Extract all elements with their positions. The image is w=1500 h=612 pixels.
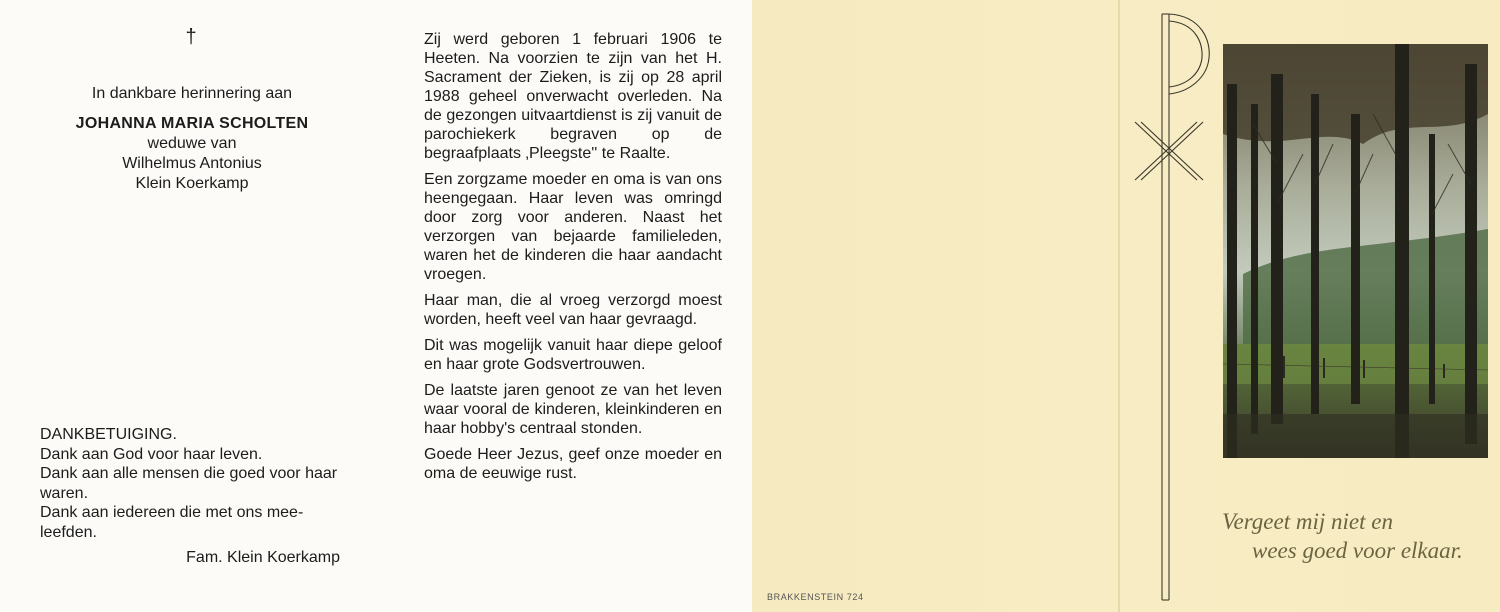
thanks-line: Dank aan iedereen die met ons mee-leefden. (40, 504, 304, 541)
motto-line2: wees goed voor elkaar. (1252, 538, 1463, 563)
thanks-section (40, 425, 340, 568)
thanks-line: Dank aan God voor haar leven. (40, 445, 263, 463)
publisher-code: BRAKKENSTEIN 724 (767, 592, 864, 602)
thanks-title: DANKBETUIGING. (40, 426, 177, 443)
deceased-name: JOHANNA MARIA SCHOLTEN (75, 115, 309, 132)
intro-text: In dankbare herinnering aan (91, 85, 293, 102)
motto-line1: Vergeet mij niet en (1222, 509, 1393, 534)
bio-paragraph: Een zorgzame moeder en oma is van ons heengegaan. Haar leven was omringd door zorg voor anderen. Naast het verzorgen van bejaarde familieleden, waren het de kinderen die haar aandacht vroegen. (424, 171, 722, 283)
bio-paragraph: Goede Heer Jezus, geef onze moeder en oma de eeuwige rust. (424, 446, 722, 482)
motto (1190, 507, 1490, 565)
bio-paragraph: Haar man, die al vroeg verzorgd moest worden, heeft veel van haar gevraagd. (424, 292, 722, 328)
forest-trees-photo (1223, 44, 1488, 458)
forest-photo (1223, 44, 1488, 458)
husband-name-line1: Wilhelmus Antonius (122, 155, 262, 172)
husband-name-line2: Klein Koerkamp (135, 175, 249, 192)
thanks-line: Dank aan alle mensen die goed voor haar waren. (40, 465, 338, 502)
card-fold (1118, 0, 1120, 612)
widow-of-text: weduwe van (147, 135, 237, 152)
bio-paragraph: De laatste jaren genoot ze van het leven waar vooral de kinderen, kleinkinderen en haar hobby's centraal stonden. (424, 382, 722, 437)
biography-text (424, 30, 722, 490)
memorial-heading (40, 84, 344, 194)
bio-paragraph: Dit was mogelijk vanuit haar diepe geloof en haar grote Godsvertrouwen. (424, 337, 722, 373)
family-signature: Fam. Klein Koerkamp (186, 549, 340, 566)
bio-paragraph: Zij werd geboren 1 februari 1906 te Heeten. Na voorzien te zijn van het H. Sacrament der Zieken, is zij op 28 april 1988 geheel onverwacht overleden. Na de gezongen uitvaartdienst is zij vanuit de parochiekerk begraven op de begraafplaats ‚Pleegste'' te Raalte. (424, 31, 722, 162)
cross-icon: † (185, 26, 197, 48)
